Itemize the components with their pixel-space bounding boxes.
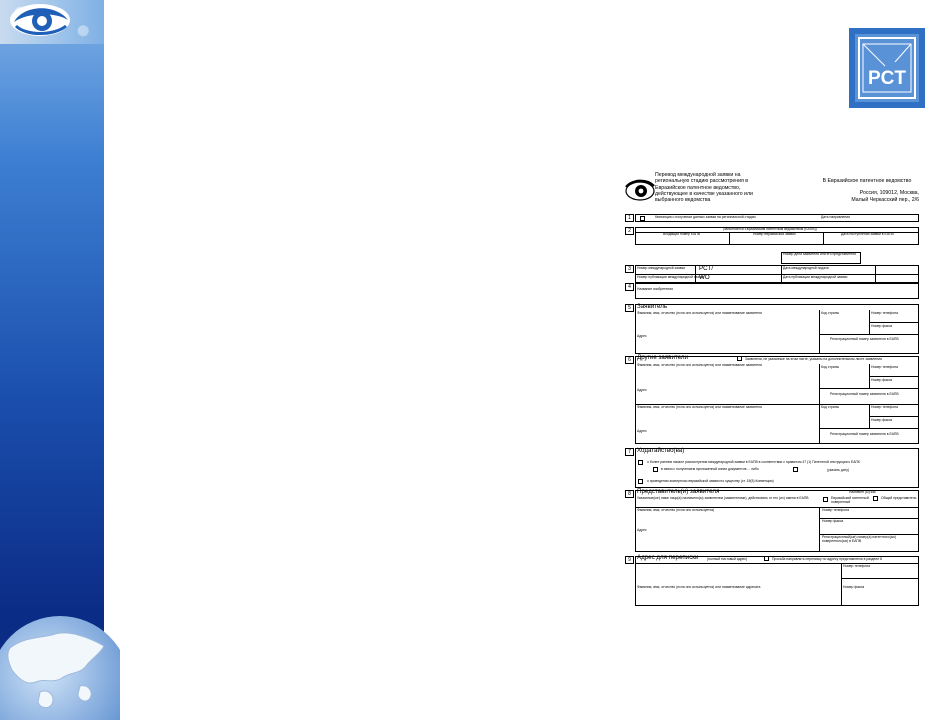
phone-label: Номер телефона (871, 405, 898, 409)
request-examination: о проведении экспертизы евразийской заявки по существу (ст. 15(5) Конвенции) (647, 479, 774, 483)
section-number: 4 (625, 283, 634, 291)
section-1-date: Дата направления (821, 215, 851, 219)
section-4-box (635, 283, 919, 299)
applicant-name-label: Фамилия, имя, отчество (если оно используется) или наименование заявителя (637, 363, 762, 367)
incoming-number-label: Входящий номер ЕАПВ (663, 232, 701, 236)
intl-pub-number-label: Номер публикации международной заявки (637, 275, 705, 279)
corr-name-label: Фамилия, имя, отчество (если оно используется) или наименование адресата (637, 585, 761, 589)
section-number: 8 (625, 490, 634, 498)
corr-phone-label: Номер телефона (843, 564, 870, 568)
section-number: 7 (625, 448, 634, 456)
section-number: 6 (625, 356, 634, 364)
representative-title: Представитель(и) заявителя (637, 488, 720, 495)
section-number: 2 (625, 227, 634, 235)
receipt-date-label: Дата поступления заявки в ЕАПВ (841, 232, 894, 236)
representative-address-label: Адрес (637, 528, 647, 532)
reg-number-label: Регистрационный номер заявителя в ЕАПВ (830, 337, 899, 341)
corr-fax-label: Номер факса (843, 585, 865, 589)
section-2-title: (заполняется Евразийским патентным ведомством (ЕАПВ)) (723, 227, 817, 231)
fax-label: Номер факса (871, 418, 893, 422)
form-header-left: Перевод международной заявки на региональную стадию рассмотрения в Евразийское патентное ведомство, действующее в качестве указанного или выбранного ведомства (655, 172, 753, 204)
checkbox[interactable] (638, 460, 643, 465)
request-copy-note: в связи с получением приложенной копии документов ... либо (661, 467, 759, 471)
application-form (623, 170, 921, 610)
section-1-text: Квитанция о получении данных заявки на региональной стадии (655, 215, 756, 219)
applicant-address-label: Адрес (637, 429, 647, 433)
applicant-title: Заявитель (637, 303, 668, 310)
globe-map-icon (0, 608, 120, 720)
rep-reg-label: Регистрационный(ые) номер(а) патентного(ых) поверенного(ых) в ЕАПВ (822, 535, 897, 543)
pct-prefix: PCT/ (699, 265, 714, 272)
rep-fax-label: Номер факса (822, 519, 844, 523)
eurasian-app-number-label: Номер евразийской заявки (753, 232, 796, 236)
section-number: 1 (625, 214, 634, 222)
checkbox[interactable] (638, 479, 643, 484)
checkbox[interactable] (793, 467, 798, 472)
country-code-label: Код страны (821, 311, 840, 315)
appointed-as-label: Назначен (ы) как (849, 490, 876, 494)
request-early-start: о более раннем начале рассмотрения международной заявки в ЕАПВ в соответствии с правилом 47 (1) Патентной инструкции к ЕАПК (647, 460, 860, 464)
patent-attorney-label: Евразийский патентный поверенный (831, 496, 869, 504)
correspondence-sub: (полный почтовый адрес) (707, 557, 748, 561)
intl-app-number-label: Номер международной заявки (637, 266, 685, 270)
rep-phone-label: Номер телефона (822, 508, 849, 512)
section-number: 5 (625, 304, 634, 312)
representative-note: Указанное(ые) ниже лицо(а) назначено(ы) заявителем (заявителями), действовать от его (их) имени в ЕАПВ (637, 496, 809, 500)
country-code-label: Код страны (821, 405, 840, 409)
applicant-name-label: Фамилия, имя, отчество (если оно используется) или наименование заявителя (637, 405, 762, 409)
checkbox[interactable] (653, 467, 658, 472)
invention-title-label: Название изобретения (637, 287, 673, 291)
form-eye-logo-icon (625, 178, 655, 204)
other-applicants-title: Другие заявители (637, 354, 688, 361)
correspondence-title: Адрес для переписки (637, 554, 699, 561)
fax-label: Номер факса (871, 378, 893, 382)
correspondence-note: Просьба направлять переписку по адресу представителя в разделе 8 (772, 557, 882, 561)
requests-title: Ходатайство(ва) (637, 447, 685, 454)
form-header-right: В Евразийское патентное ведомство Россия, 109012, Москва, Малый Черкасский пер., 2/6 (822, 178, 919, 203)
section-number: 3 (625, 265, 634, 273)
intl-pub-date-label: Дата публикации международной заявки (783, 275, 848, 279)
wo-prefix: WO (699, 274, 710, 281)
sidebar-background (0, 0, 104, 720)
checkbox[interactable] (640, 216, 645, 221)
other-applicants-note: Заявители, не указанные на этом листе, указаны на дополнительном листе заявления (745, 357, 882, 361)
request-date-hint: (указать дату) (827, 468, 850, 472)
reg-number-label: Регистрационный номер заявителя в ЕАПВ (830, 432, 899, 436)
attorney-ref-label: Номер дела заявителя или его представителя (783, 252, 856, 256)
checkbox[interactable] (823, 497, 828, 502)
eurasian-patent-eye-icon (6, 0, 76, 40)
checkbox[interactable] (737, 356, 742, 361)
intl-filing-date-label: Дата международной подачи (783, 266, 829, 270)
phone-label: Номер телефона (871, 365, 898, 369)
applicant-address-label: Адрес (637, 388, 647, 392)
checkbox[interactable] (873, 496, 878, 501)
phone-label: Номер телефона (871, 311, 898, 315)
representative-name-label: Фамилия, имя, отчество (если оно используется) (637, 508, 715, 512)
country-code-label: Код страны (821, 365, 840, 369)
checkbox[interactable] (764, 556, 769, 561)
pct-logo-icon (849, 28, 925, 108)
common-rep-label: Общий представитель (881, 496, 917, 500)
pct-logo-text: PCT (868, 68, 906, 89)
section-number: 9 (625, 556, 634, 564)
reg-number-label: Регистрационный номер заявителя в ЕАПВ (830, 392, 899, 396)
fax-label: Номер факса (871, 324, 893, 328)
applicant-address-label: Адрес (637, 334, 647, 338)
applicant-name-label: Фамилия, имя, отчество (если оно используется) или наименование заявителя (637, 311, 762, 315)
